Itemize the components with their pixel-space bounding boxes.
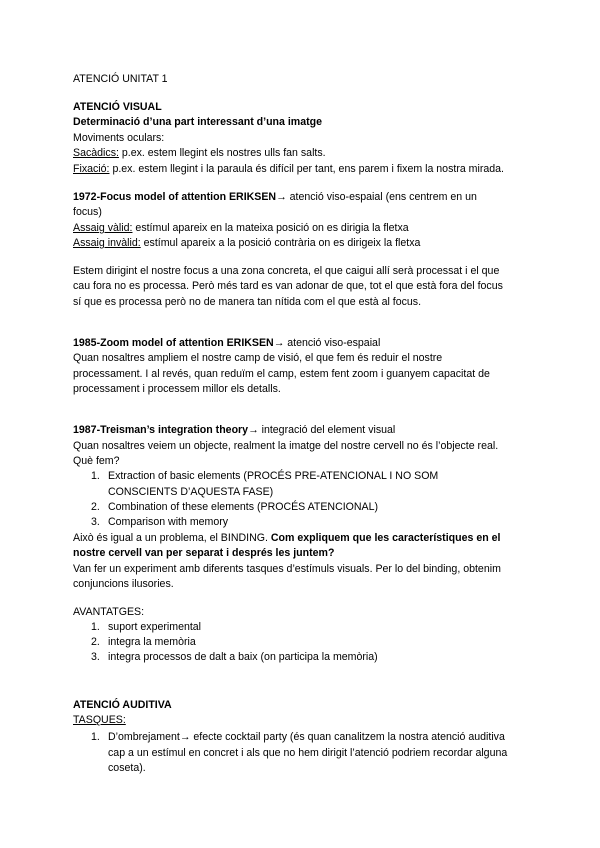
list-number: 1. <box>91 621 100 633</box>
fixation-text: p.ex. estem llegint i la paraula és difícil per tant, ens parem i fixem la nostra mirada. <box>109 163 505 175</box>
zoom-model-summary: → atenció viso-espaial <box>273 337 381 349</box>
focus-paragraph-line: Estem dirigint el nostre focus a una zona concreta, el que caigui allí serà processat i el que <box>73 265 500 277</box>
section-subheading-visual: Determinació d’una part interessant d’una imatge <box>73 116 323 128</box>
zoom-paragraph-line: Quan nosaltres ampliem el nostre camp de visió, el que fem és reduir el nostre <box>73 352 443 364</box>
treisman-intro-line: Què fem? <box>73 455 120 467</box>
list-number: 2. <box>91 636 100 648</box>
eye-movements-label: Moviments oculars: <box>73 132 165 144</box>
invalid-trial-term: Assaig invàlid: <box>73 237 141 249</box>
valid-trial-line <box>73 221 409 235</box>
zoom-model-title: 1985-Zoom model of attention ERIKSEN <box>73 337 274 349</box>
list-number: 1. <box>91 731 100 743</box>
treisman-intro-line: Quan nosaltres veiem un objecte, realment la imatge del nostre cervell no és l’objecte real. <box>73 440 499 452</box>
section-heading-visual: ATENCIÓ VISUAL <box>73 101 162 113</box>
tasks-label: TASQUES: <box>73 714 126 726</box>
treisman-step-2: Combination of these elements (PROCÉS ATENCIONAL) <box>108 501 379 513</box>
fixation-term: Fixació: <box>73 163 110 175</box>
invalid-trial-text: estímul apareix a la posició contrària on es dirigeix la fletxa <box>140 237 421 249</box>
task-item-continued: cap a un estímul en concret i als que no hem dirigit l’atenció podriem recordar alguna <box>108 747 508 759</box>
list-number: 1. <box>91 470 100 482</box>
focus-model-title: 1972-Focus model of attention ERIKSEN <box>73 191 277 203</box>
list-number: 3. <box>91 516 100 528</box>
zoom-paragraph-line: processament i processem millor els detalls. <box>73 383 281 395</box>
list-number: 2. <box>91 501 100 513</box>
fixation-line <box>73 162 504 176</box>
valid-trial-text: estímul apareix en la mateixa posició on es dirigia la fletxa <box>132 222 409 234</box>
task-item-shadowing: D’ombrejament→ efecte cocktail party (és quan canalitzem la nostra atenció auditiva <box>108 731 505 743</box>
treisman-step-1-continued: CONSCIENTS D’AQUESTA FASE) <box>108 486 274 498</box>
focus-model-summary-continued: focus) <box>73 206 102 218</box>
list-number: 3. <box>91 651 100 663</box>
saccades-line <box>73 146 326 160</box>
task-item-continued: coseta). <box>108 762 146 774</box>
experiment-line: Van fer un experiment amb diferents tasques d’estímuls visuals. Per lo del binding, obtenim <box>73 563 501 575</box>
treisman-step-1: Extraction of basic elements (PROCÉS PRE-ATENCIONAL I NO SOM <box>108 470 439 482</box>
advantage-item: suport experimental <box>108 621 202 633</box>
binding-question-continued: nostre cervell van per separat i després les juntem? <box>73 547 335 559</box>
saccades-term: Sacàdics: <box>73 147 119 159</box>
focus-paragraph-line: sí que es processa però no de manera tan nítida com el que està al focus. <box>73 296 422 308</box>
binding-plain: Això és igual a un problema, el BINDING. <box>73 532 271 544</box>
valid-trial-term: Assaig vàlid: <box>73 222 133 234</box>
document-title: ATENCIÓ UNITAT 1 <box>73 73 168 85</box>
treisman-summary: → integració del element visual <box>248 424 396 436</box>
focus-paragraph-line: cau fora no es processa. Però més tard es van adonar de que, tot el que està fora del focus <box>73 280 503 292</box>
saccades-text: p.ex. estem llegint els nostres ulls fan salts. <box>118 147 326 159</box>
zoom-model-heading <box>73 336 380 350</box>
binding-question: Com expliquem que les característiques en el <box>270 532 501 544</box>
treisman-heading <box>73 423 395 437</box>
advantage-item: integra la memòria <box>108 636 196 648</box>
experiment-line: conjuncions ilusories. <box>73 578 174 590</box>
invalid-trial-line <box>73 236 420 250</box>
section-heading-auditory: ATENCIÓ AUDITIVA <box>73 699 172 711</box>
binding-line <box>73 531 500 545</box>
treisman-step-3: Comparison with memory <box>108 516 229 528</box>
focus-model-summary: → atenció viso-espaial (ens centrem en un <box>276 191 477 203</box>
advantages-label: AVANTATGES: <box>73 606 145 618</box>
focus-model-heading <box>73 190 477 204</box>
treisman-title: 1987-Treisman’s integration theory <box>73 424 249 436</box>
advantage-item: integra processos de dalt a baix (on participa la memòria) <box>108 651 378 663</box>
zoom-paragraph-line: processament. I al revés, quan reduïm el camp, estem fent zoom i guanyem capacitat de <box>73 368 490 380</box>
